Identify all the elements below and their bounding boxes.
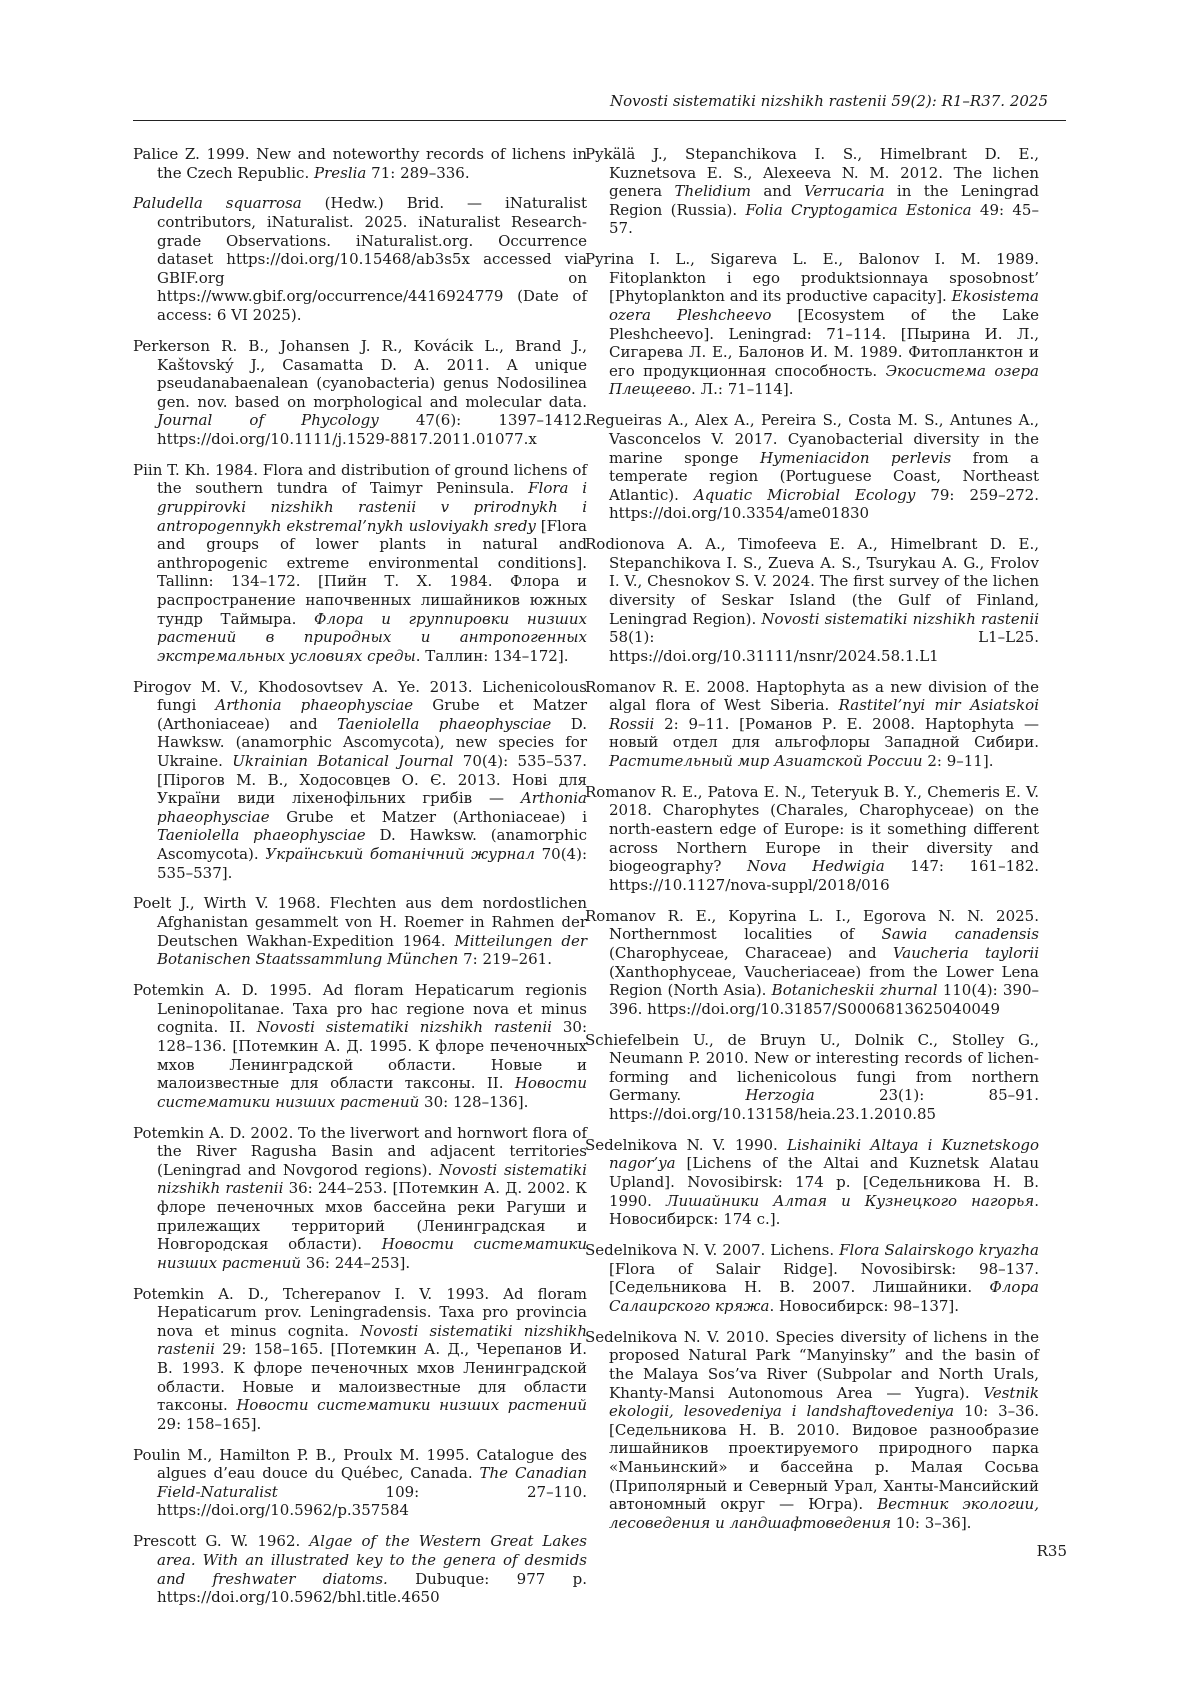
reference-text: Piin T. Kh. 1984. Flora and distribution of ground lichens of the southern tundra of Taimyr Peninsula.	[133, 460, 587, 498]
reference-text: from a temperate region (Portuguese Coast, Northeast Atlantic).	[609, 448, 1039, 504]
reference-text: Grube et Matzer (Arthoniaceae) і	[269, 807, 587, 826]
reference-italic-text: Vestnik ekologii, lesovedeniya i landshaftovedeniya	[609, 1383, 1039, 1421]
reference-italic-text: Aquatic Microbial Ecology	[693, 485, 916, 504]
reference-text: Potemkin A. D. 2002. To the liverwort and hornwort flora of the River Ragusha Basin and adjacent territories (Leningrad and Novgorod regions).	[133, 1123, 587, 1179]
reference-text: 109: 27–110. https://doi.org/10.5962/p.357584	[157, 1482, 587, 1520]
reference-italic-text: Preslia	[314, 163, 367, 182]
reference-italic-text: Verrucaria	[803, 182, 885, 201]
reference-italic-text: Thelidium	[674, 182, 751, 201]
reference-italic-text: Vaucheria taylorii	[892, 943, 1039, 962]
reference-text: Grube et Matzer (Arthoniaceae) and	[157, 696, 588, 733]
reference-text: (Xanthophyceae, Vaucheriaceae) from the Lower Lena Region (North Asia).	[609, 962, 1039, 1000]
reference-text: [Lichens of the Altai and Kuznetsk Alatau Upland]. Novosibirsk: 174 p. [Седельникова Н. В. 1990.	[609, 1154, 1039, 1210]
reference-entry	[133, 1285, 587, 1434]
reference-entry	[585, 250, 1039, 399]
reference-entry	[133, 461, 587, 666]
reference-text: in the Leningrad Region (Russia).	[609, 182, 1039, 219]
reference-text: [Flora of Salair Ridge]. Novosibirsk: 98–137. [Седельникова Н. В. 2007. Лишайники.	[609, 1259, 1039, 1297]
reference-italic-text: Folia Cryptogamica Estonica	[745, 200, 972, 219]
reference-italic-text: Sawia canadensis	[881, 925, 1039, 944]
reference-entry	[585, 1328, 1039, 1533]
reference-text: Sedelnikova N. V. 2007. Lichens.	[585, 1241, 840, 1260]
reference-text: 10: 3–36. [Седельникова Н. В. 2010. Видовое разнообразие лишайников проектируемого природного парка «Маньинский» и бассейна р. Малая Сосьва (Приполярный и Северный Урал, Ханты-Мансийский автономный округ — Югра).	[609, 1402, 1040, 1514]
reference-text: 70(4): 535–537. [Пірогов М. В., Ходосовцев О. Є. 2013. Нові для України види ліхенофільних грибів —	[157, 752, 588, 808]
reference-text: 30: 128–136].	[419, 1092, 529, 1111]
reference-text: Rodionova A. A., Timofeeva E. A., Himelbrant D. E., Stepanchikova I. S., Zueva A. S., Tsurykau A. G., Frolov I. V., Chesnokov S. V. 2024. The first survey of the lichen diversity of Seskar Island (the Gulf of Finland, Leningrad Region).	[585, 535, 1039, 628]
reference-italic-text: Лишайники Алтая и Кузнецкого нагорья	[665, 1191, 1035, 1210]
reference-entry	[585, 1241, 1039, 1315]
reference-text: Pykälä J., Stepanchikova I. S., Himelbrant D. E., Kuznetsova E. S., Alexeeva N. M. 2012. The lichen genera	[585, 145, 1039, 201]
reference-italic-text: Algae of the Western Great Lakes area. With an illustrated key to the genera of desmids and freshwater diatoms.	[157, 1532, 587, 1588]
page-number: R35	[1036, 1542, 1067, 1560]
reference-italic-text: Novosti sistematiki nizshikh rastenii	[157, 1321, 587, 1359]
reference-text: Schiefelbein U., de Bruyn U., Dolnik C., Stolley G., Neumann P. 2010. New or interesting records of lichen-forming and lichenicolous fungi from northern Germany.	[585, 1030, 1039, 1105]
reference-italic-text: Экосистема озера Плещеево	[609, 361, 1039, 399]
reference-text: Pyrina I. L., Sigareva L. E., Balonov I. M. 1989. Fitoplankton i ego produktsionnaya sposobnost’ [Phytoplankton and its productive capacity].	[585, 250, 1039, 306]
reference-text: Potemkin A. D., Tcherepanov I. V. 1993. Ad floram Hepaticarum prov. Leningradensis. Taxa pro provincia nova et minus cognita.	[133, 1284, 587, 1340]
reference-text: . Л.: 71–114].	[691, 380, 794, 399]
reference-italic-text: Taeniolella phaeophysciae	[157, 826, 366, 845]
reference-italic-text: Новости систематики низших растений	[157, 1235, 588, 1272]
reference-text: (Hedw.) Brid. — iNaturalist contributors, iNaturalist. 2025. iNaturalist Research-grade Observations. iNaturalist.org. Occurrence dataset https://doi.org/10.15468/ab3s5x accessed via GBIF.org on https://www.gbif.org/occurrence/4416924779 (Date of access: 6 VI 2025).	[157, 194, 587, 325]
reference-text: Regueiras A., Alex A., Pereira S., Costa M. S., Antunes A., Vasconcelos V. 2017. Cyanobacterial diversity in the marine sponge	[585, 411, 1039, 467]
reference-text: 2: 9–11].	[922, 752, 994, 770]
reference-text: 2: 9–11. [Романов Р. Е. 2008. Haptophyta — новый отдел для альгофлоры Западной Сибири.	[609, 714, 1039, 752]
reference-text: . Таллин: 134–172].	[415, 646, 569, 665]
references-right-column	[585, 145, 1039, 1545]
reference-entry	[133, 1124, 587, 1273]
reference-italic-text: Botanicheskii zhurnal	[771, 981, 938, 1000]
reference-text: 70(4): 535–537].	[157, 844, 587, 882]
reference-italic-text: Herzogia	[745, 1086, 815, 1105]
reference-italic-text: Hymeniacidon perlevis	[759, 448, 952, 467]
reference-text: 47(6): 1397–1412. https://doi.org/10.1111/j.1529-8817.2011.01077.x	[157, 411, 587, 448]
reference-text: 110(4): 390–396. https://doi.org/10.31857/S0006813625040049	[609, 981, 1039, 1018]
reference-text: Potemkin A. D. 1995. Ad floram Hepaticarum regionis Leninopolitanae. Taxa pro hac regione nova et minus cognita. II.	[133, 981, 587, 1037]
reference-text: 30: 128–136. [Потемкин А. Д. 1995. К флоре печеночных мхов Ленинградской области. Новые и малоизвестные для области таксоны. II.	[157, 1018, 587, 1093]
reference-text: D. Hawksw. (anamorphic Ascomycota).	[157, 826, 587, 863]
reference-text: Dubuque: 977 p. https://doi.org/10.5962/bhl.title.4650	[157, 1569, 587, 1607]
reference-entry	[585, 783, 1039, 895]
reference-text: Perkerson R. B., Johansen J. R., Kovácik L., Brand J., Kaštovský J., Casamatta D. A. 2011. A unique pseudanabaenalean (cyanobacteria) genus Nodosilinea gen. nov. based on morphological and molecular data.	[133, 336, 587, 411]
reference-entry	[133, 145, 587, 182]
reference-text: 36: 244–253].	[301, 1253, 411, 1272]
reference-entry	[133, 678, 587, 883]
reference-entry	[585, 145, 1039, 238]
reference-text: [Flora and groups of lower plants in natural and anthropogenic extreme environmental conditions]. Tallinn: 134–172. [Пийн Т. Х. 1984. Флора и распространение напочвенных лишайников южных тундр Таймыра.	[157, 516, 587, 628]
reference-text: and	[750, 182, 804, 201]
reference-entry	[585, 907, 1039, 1019]
reference-text: 7: 219–261.	[458, 950, 552, 969]
reference-text: . Новосибирск: 174 с.].	[609, 1191, 1039, 1229]
reference-text: Poelt J., Wirth V. 1968. Flechten aus dem nordostlichen Afghanistan gesammelt von H. Roemer in Rahmen der Deutschen Wakhan-Expedition 1964.	[133, 894, 587, 950]
journal-citation: Novosti sistematiki nizshikh rastenii 59(2): R1–R37. 2025	[609, 92, 1048, 110]
reference-italic-text: Flora Salairskogo kryazha	[839, 1241, 1039, 1260]
reference-text: 58(1): L1–L25. https://doi.org/10.31111/nsnr/2024.58.1.L1	[609, 628, 1039, 665]
reference-italic-text: Вестник экологии, лесоведения и ландшафтоведения	[609, 1495, 1039, 1532]
running-header	[133, 92, 1066, 121]
reference-italic-text: Флора и группировки низших растений в природных и антропогенных экстремальных условиях среды	[157, 609, 587, 665]
reference-text: Romanov R. E. 2008. Haptophyta as a new division of the algal flora of West Siberia.	[585, 677, 1039, 715]
reference-italic-text: Novosti sistematiki nizshikh rastenii	[761, 609, 1040, 628]
reference-text: 23(1): 85–91. https://doi.org/10.13158/heia.23.1.2010.85	[609, 1086, 1039, 1123]
reference-entry	[133, 194, 587, 324]
reference-entry	[585, 535, 1039, 665]
reference-text: [Ecosystem of the Lake Pleshcheevo]. Leningrad: 71–114. [Пырина И. Л., Сигарева Л. Е., Балонов И. М. 1989. Фитопланктон и его продукционная способность.	[609, 306, 1039, 380]
reference-italic-text: Новости систематики низших растений	[157, 1074, 587, 1111]
reference-italic-text: Novosti sistematiki nizshikh rastenii	[256, 1018, 552, 1037]
reference-text: Prescott G. W. 1962.	[133, 1532, 310, 1551]
reference-text: Sedelnikova N. V. 2010. Species diversity of lichens in the proposed Natural Park “Manyinsky” and the basin of the Malaya Sos’va River (Subpolar and North Urals, Khanty-Mansi Autonomous Area — Yugra).	[585, 1327, 1039, 1402]
reference-text: 29: 158–165].	[157, 1414, 262, 1433]
reference-italic-text: Lishainiki Altaya i Kuznetskogo nagor’ya	[609, 1135, 1040, 1173]
reference-italic-text: Paludella squarrosa	[133, 194, 302, 213]
reference-text: (Charophyceae, Characeae) and	[609, 943, 893, 962]
reference-text: 71: 289–336.	[366, 163, 470, 182]
references-left-column	[133, 145, 587, 1619]
reference-italic-text: Флора Салаирского кряжа	[609, 1278, 1039, 1315]
reference-italic-text: Ukrainian Botanical Journal	[232, 752, 454, 770]
reference-text: Sedelnikova N. V. 1990.	[585, 1135, 787, 1154]
reference-text: 36: 244–253. [Потемкин А. Д. 2002. К флоре печеночных мхов бассейна реки Рагуши и прилежащих территорий (Ленинградская и Новгородская области).	[157, 1179, 587, 1254]
reference-text: 147: 161–182. https://10.1127/nova-suppl/2018/016	[609, 857, 1039, 894]
reference-text: 29: 158–165. [Потемкин А. Д., Черепанов И. В. 1993. К флоре печеночных мхов Ленинградской области. Новые и малоизвестные для области таксоны.	[157, 1340, 587, 1415]
reference-entry	[133, 894, 587, 968]
reference-text: 79: 259–272. https://doi.org/10.3354/ame01830	[609, 485, 1039, 523]
reference-entry	[133, 337, 587, 449]
reference-text: Pirogov M. V., Khodosovtsev A. Ye. 2013. Lichenicolous fungi	[133, 677, 587, 715]
reference-text: 10: 3–36].	[891, 1513, 972, 1532]
reference-entry	[585, 1031, 1039, 1124]
reference-italic-text: Ekosistema ozera Pleshcheevo	[609, 287, 1039, 325]
reference-entry	[133, 1532, 587, 1606]
reference-entry	[133, 981, 587, 1111]
reference-entry	[133, 1446, 587, 1520]
reference-italic-text: Український ботанічний журнал	[265, 844, 535, 863]
reference-text: Poulin M., Hamilton P. B., Proulx M. 1995. Catalogue des algues d’eau douce du Québec, Canada.	[133, 1445, 587, 1483]
reference-entry	[585, 678, 1039, 771]
reference-text: 49: 45–57.	[609, 200, 1039, 238]
reference-italic-text: Mitteilungen der Botanischen Staatssammlung München	[157, 931, 588, 969]
reference-italic-text: Flora i gruppirovki nizshikh rastenii v prirodnykh i antropogennykh ekstremal’nykh usloviyakh sredy	[157, 479, 587, 535]
reference-entry	[585, 411, 1039, 523]
reference-italic-text: Arthonia phaeophysciae	[215, 696, 414, 715]
reference-italic-text: Rastitel’nyi mir Asiatskoi Rossii	[609, 696, 1039, 733]
reference-text: Palice Z. 1999. New and noteworthy records of lichens in the Czech Republic.	[133, 145, 587, 182]
reference-italic-text: Taeniolella phaeophysciae	[336, 714, 552, 733]
reference-italic-text: Novosti sistematiki nizshikh rastenii	[157, 1160, 587, 1198]
reference-italic-text: Arthonia phaeophysciae	[157, 789, 587, 826]
reference-text: . Новосибирск: 98–137].	[769, 1296, 960, 1315]
reference-italic-text: Растительный мир Азиатской России	[609, 752, 923, 770]
reference-text: Romanov R. E., Kopyrina L. I., Egorova N. N. 2025. Northernmost localities of	[585, 906, 1039, 944]
reference-italic-text: Новости систематики низших растений	[236, 1396, 587, 1415]
reference-italic-text: Journal of Phycology	[157, 411, 379, 430]
reference-text: Romanov R. E., Patova E. N., Teteryuk B. Y., Chemeris E. V. 2018. Charophytes (Charales, Charophyceae) on the north-eastern edge of Europe: is it something different across Northern Europe in their diversity and biogeography?	[585, 782, 1039, 876]
reference-italic-text: The Canadian Field-Naturalist	[157, 1464, 587, 1501]
reference-text: D. Hawksw. (anamorphic Ascomycota), new species for Ukraine.	[157, 714, 587, 770]
reference-italic-text: Nova Hedwigia	[747, 857, 885, 876]
reference-entry	[585, 1136, 1039, 1229]
